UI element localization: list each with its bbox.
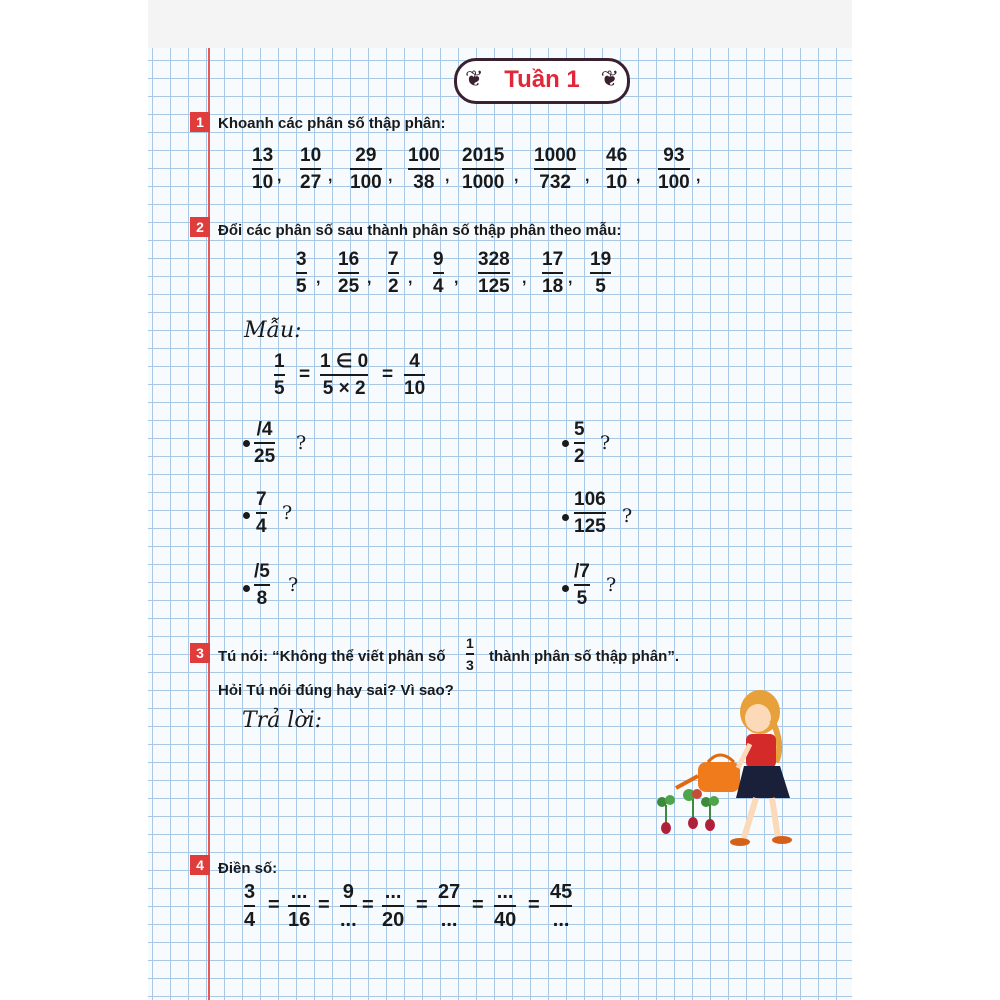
q2-fraction: 7 2 [388,249,399,297]
bullet-icon [562,585,569,592]
q2-fraction: 3 5 [296,249,307,297]
q2-fraction: 17 18 [542,249,564,297]
sample-label: Mẫu: [244,318,302,343]
q3-fraction: 1 3 [466,635,474,673]
exercise-fraction: 106 125 [574,489,606,537]
ornament-left-icon: ❦ [465,67,484,92]
question-4-badge: 4 [190,855,210,875]
q1-fraction[interactable]: 10 27 [300,145,322,193]
ornament-right-icon: ❦ [600,67,619,92]
answer-placeholder[interactable]: ? [600,432,611,454]
question-2-badge: 2 [190,217,210,237]
equals-sign: = [268,894,280,916]
exercise-fraction: /4 25 [254,419,276,467]
sample-fraction: 4 10 [404,351,426,399]
q2-fraction: 328 125 [478,249,510,297]
separator: , [277,168,282,185]
exercise-fraction: 7 4 [256,489,267,537]
chain-blank-fraction[interactable]: ... 16 [288,881,311,931]
separator: , [522,270,527,287]
separator: , [696,168,701,185]
q1-fraction[interactable]: 2015 1000 [462,145,505,193]
equals-sign: = [318,894,330,916]
answer-label: Trả lời: [242,708,323,733]
sample-fraction: 1 5 [274,351,285,399]
separator: , [585,168,590,185]
girl-watering-plants-illustration [648,690,808,860]
separator: , [316,270,321,287]
bullet-icon [243,440,250,447]
bullet-icon [562,440,569,447]
question-3-badge: 3 [190,643,210,663]
equals-sign: = [382,364,394,385]
question-3-text-end: thành phân số thập phân”. [489,648,679,665]
separator: , [388,168,393,185]
question-3-question: Hỏi Tú nói đúng hay sai? Vì sao? [218,682,454,699]
answer-placeholder[interactable]: ? [288,574,299,596]
girl-icon [730,690,792,846]
separator: , [568,270,573,287]
plant-icon [657,789,719,834]
separator: , [514,168,519,185]
question-2-text: Đổi các phân số sau thành phân số thập phân theo mẫu: [218,222,622,239]
chain-blank-fraction[interactable]: ... 40 [494,881,517,931]
chain-blank-fraction[interactable]: ... 20 [382,881,405,931]
answer-placeholder[interactable]: ? [282,502,293,524]
separator: , [328,168,333,185]
sample-fraction: 1 ∈ 0 5 × 2 [320,351,369,399]
question-1-badge: 1 [190,112,210,132]
separator: , [454,270,459,287]
worksheet-page [148,0,852,1000]
chain-blank-fraction[interactable]: 27 ... [438,881,461,931]
equals-sign: = [472,894,484,916]
q1-fraction[interactable]: 46 10 [606,145,628,193]
equals-sign: = [528,894,540,916]
q1-fraction[interactable]: 100 38 [408,145,440,193]
chain-blank-fraction[interactable]: 45 ... [550,881,573,931]
chain-blank-fraction[interactable]: 9 ... [340,881,357,931]
q2-fraction: 9 4 [433,249,444,297]
separator: , [408,270,413,287]
top-edge [148,0,852,48]
question-1-text: Khoanh các phân số thập phân: [218,115,446,132]
exercise-fraction: /5 8 [254,561,270,609]
answer-placeholder[interactable]: ? [606,574,617,596]
q1-fraction[interactable]: 93 100 [658,145,690,193]
q1-fraction[interactable]: 1000 732 [534,145,577,193]
bullet-icon [243,585,250,592]
q1-fraction[interactable]: 29 100 [350,145,382,193]
page-title: Tuần 1 [504,66,580,93]
equals-sign: = [416,894,428,916]
exercise-fraction: /7 5 [574,561,590,609]
watering-can-icon [676,755,740,792]
q2-fraction: 19 5 [590,249,612,297]
question-4-text: Điền số: [218,860,278,877]
exercise-fraction: 5 2 [574,419,585,467]
bullet-icon [243,512,250,519]
q2-fraction: 16 25 [338,249,360,297]
equals-sign: = [362,894,374,916]
bullet-icon [562,514,569,521]
equals-sign: = [299,364,311,385]
separator: , [367,270,372,287]
answer-placeholder[interactable]: ? [622,505,633,527]
chain-fraction: 3 4 [244,881,256,931]
answer-placeholder[interactable]: ? [296,432,307,454]
separator: , [636,168,641,185]
question-3-text: Tú nói: “Không thể viết phân số [218,648,446,665]
title-banner [454,58,630,104]
q1-fraction[interactable]: 13 10 [252,145,274,193]
separator: , [445,168,450,185]
